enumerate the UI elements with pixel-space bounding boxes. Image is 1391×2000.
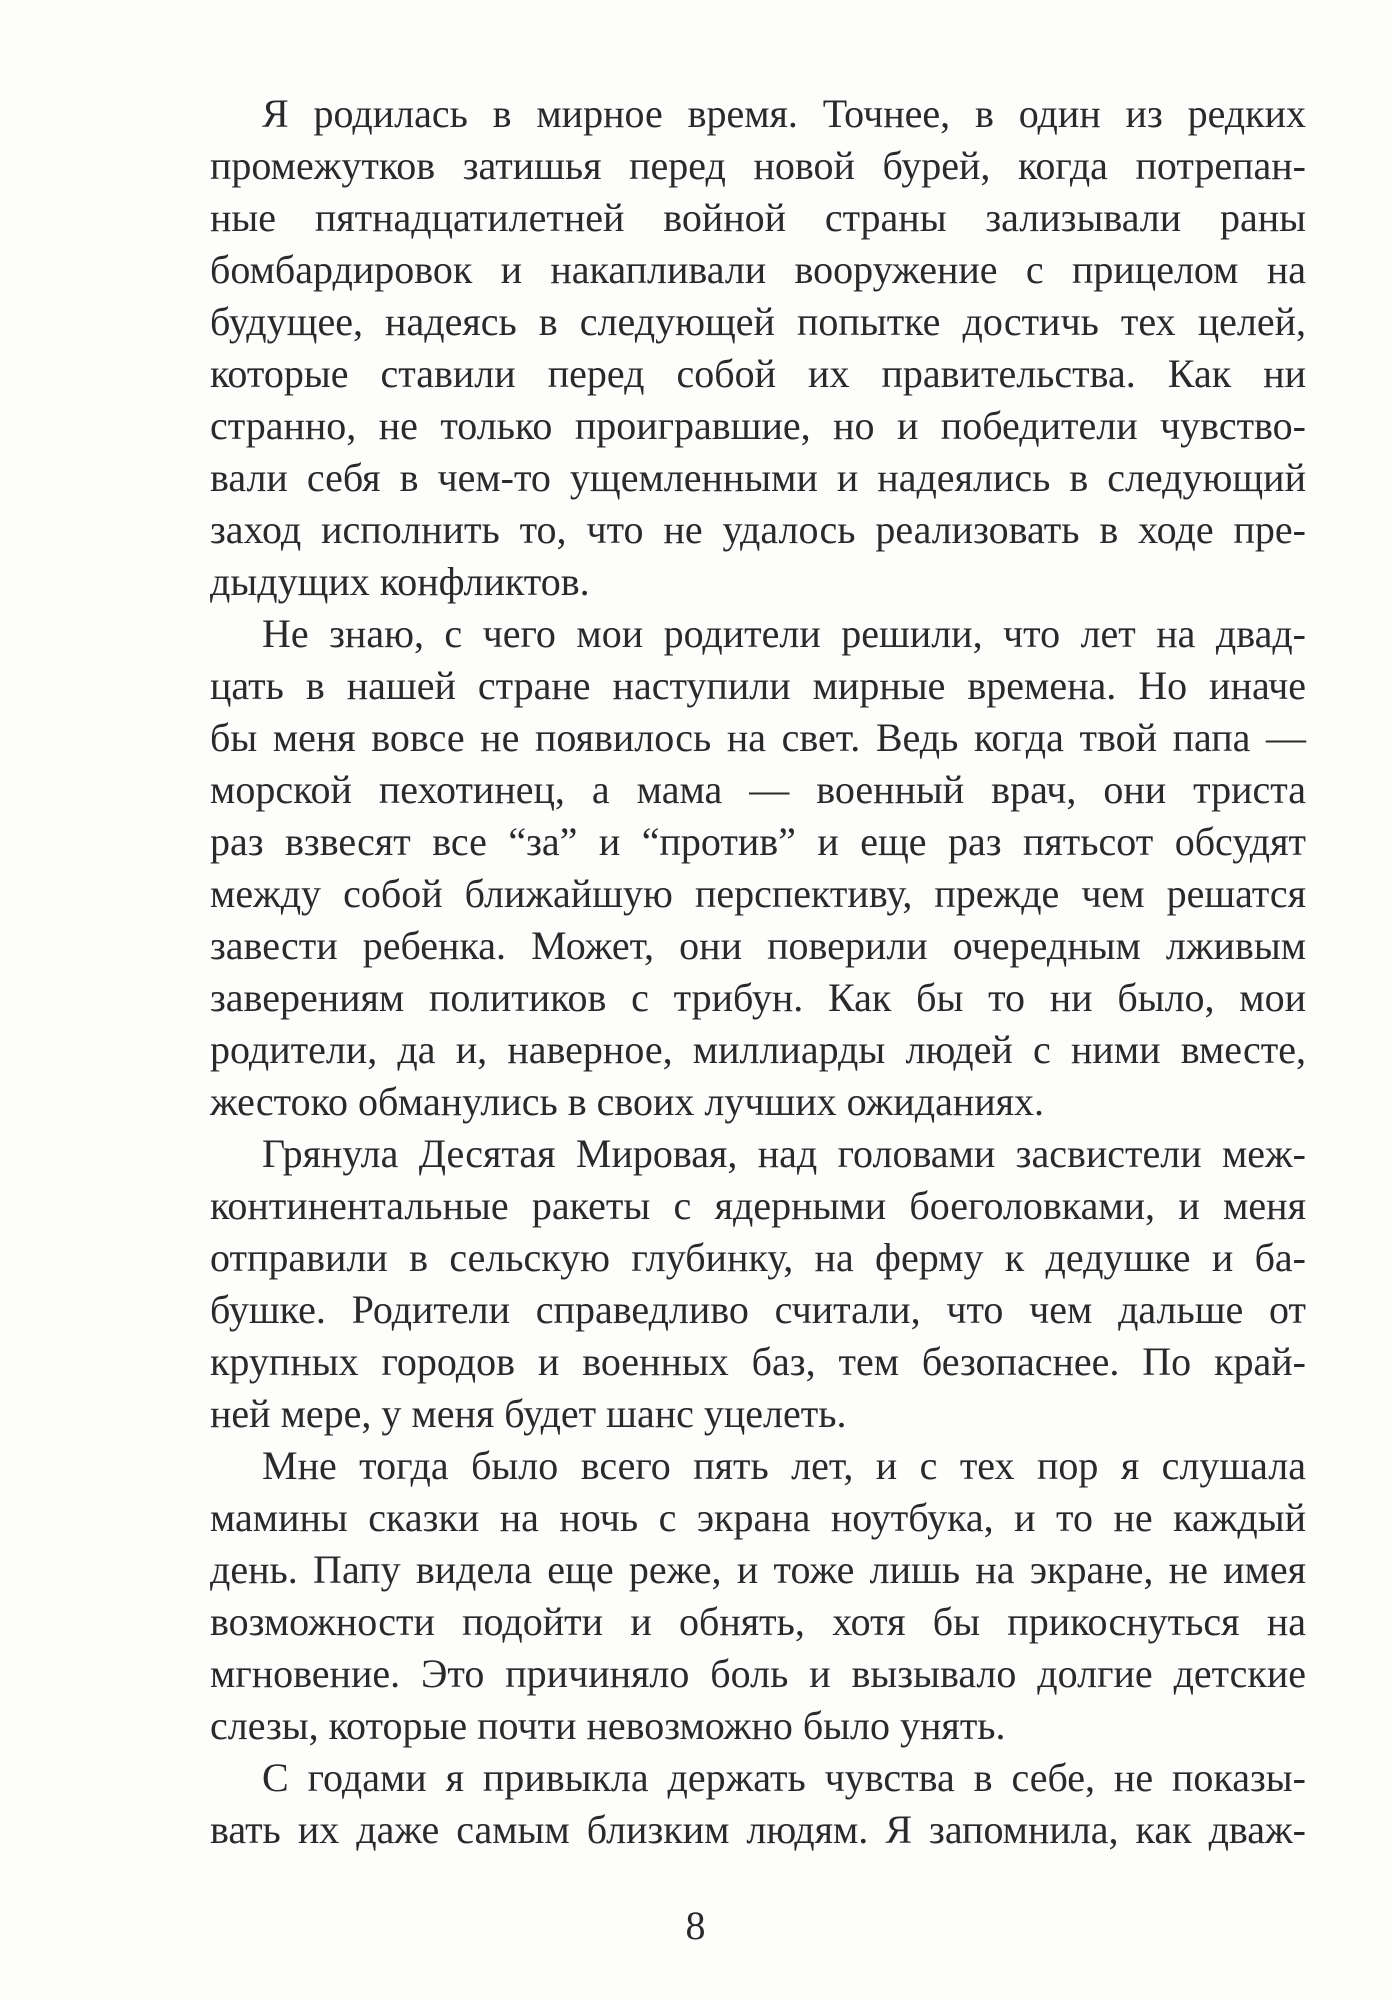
text-line: цать в нашей стране наступили мирные времена. Но иначе (210, 663, 1306, 708)
text-line: заход исполнить то, что не удалось реализовать в ходе пре- (210, 507, 1306, 552)
text-line: дыдущих конфликтов. (210, 559, 590, 604)
text-line: день. Папу видела еще реже, и тоже лишь на экране, не имея (210, 1547, 1306, 1592)
text-line: слезы, которые почти невозможно было унять. (210, 1703, 1006, 1748)
text-line: завести ребенка. Может, они поверили очередным лживым (210, 923, 1306, 968)
text-line: заверениям политиков с трибун. Как бы то ни было, мои (210, 975, 1306, 1020)
text-line: бомбардировок и накапливали вооружение с прицелом на (210, 247, 1306, 292)
page-number: 8 (685, 1903, 706, 1948)
text-line: С годами я привыкла держать чувства в себе, не показы- (262, 1755, 1306, 1800)
text-line: Мне тогда было всего пять лет, и с тех пор я слушала (262, 1443, 1306, 1488)
text-line: континентальные ракеты с ядерными боеголовками, и меня (210, 1183, 1306, 1228)
text-line: вали себя в чем-то ущемленными и надеялись в следующий (210, 455, 1306, 500)
body-text (210, 88, 1306, 1856)
text-line: раз взвесят все “за” и “против” и еще раз пятьсот обсудят (210, 819, 1306, 864)
text-line: крупных городов и военных баз, тем безопаснее. По край- (210, 1339, 1306, 1384)
paragraph (210, 1128, 1306, 1440)
paragraph (210, 1752, 1306, 1856)
text-line: отправили в сельскую глубинку, на ферму к дедушке и ба- (210, 1235, 1306, 1280)
text-line: возможности подойти и обнять, хотя бы прикоснуться на (210, 1599, 1306, 1644)
text-line: будущее, надеясь в следующей попытке достичь тех целей, (210, 299, 1306, 344)
text-line: Я родилась в мирное время. Точнее, в один из редких (262, 91, 1306, 136)
text-line: жестоко обманулись в своих лучших ожиданиях. (210, 1079, 1045, 1124)
text-line: странно, не только проигравшие, но и победители чувство- (210, 403, 1306, 448)
text-line: бы меня вовсе не появилось на свет. Ведь когда твой папа — (210, 715, 1306, 760)
text-line: между собой ближайшую перспективу, прежде чем решатся (210, 871, 1306, 916)
paragraph (210, 1440, 1306, 1752)
text-line: которые ставили перед собой их правительства. Как ни (210, 351, 1306, 396)
text-line: мамины сказки на ночь с экрана ноутбука, и то не каждый (210, 1495, 1306, 1540)
text-line: промежутков затишья перед новой бурей, когда потрепан- (210, 143, 1306, 188)
text-line: бушке. Родители справедливо считали, что чем дальше от (210, 1287, 1306, 1332)
text-line: мгновение. Это причиняло боль и вызывало долгие детские (210, 1651, 1306, 1696)
text-line: ные пятнадцатилетней войной страны зализывали раны (210, 195, 1306, 240)
text-line: ней мере, у меня будет шанс уцелеть. (210, 1391, 847, 1436)
paragraph (210, 88, 1306, 608)
paragraph (210, 608, 1306, 1128)
text-line: морской пехотинец, а мама — военный врач, они триста (210, 767, 1306, 812)
text-line: вать их даже самым близким людям. Я запомнила, как дваж- (210, 1807, 1306, 1852)
text-line: родители, да и, наверное, миллиарды людей с ними вместе, (210, 1027, 1306, 1072)
text-line: Грянула Десятая Мировая, над головами засвистели меж- (262, 1131, 1306, 1176)
text-line: Не знаю, с чего мои родители решили, что лет на двад- (262, 611, 1306, 656)
